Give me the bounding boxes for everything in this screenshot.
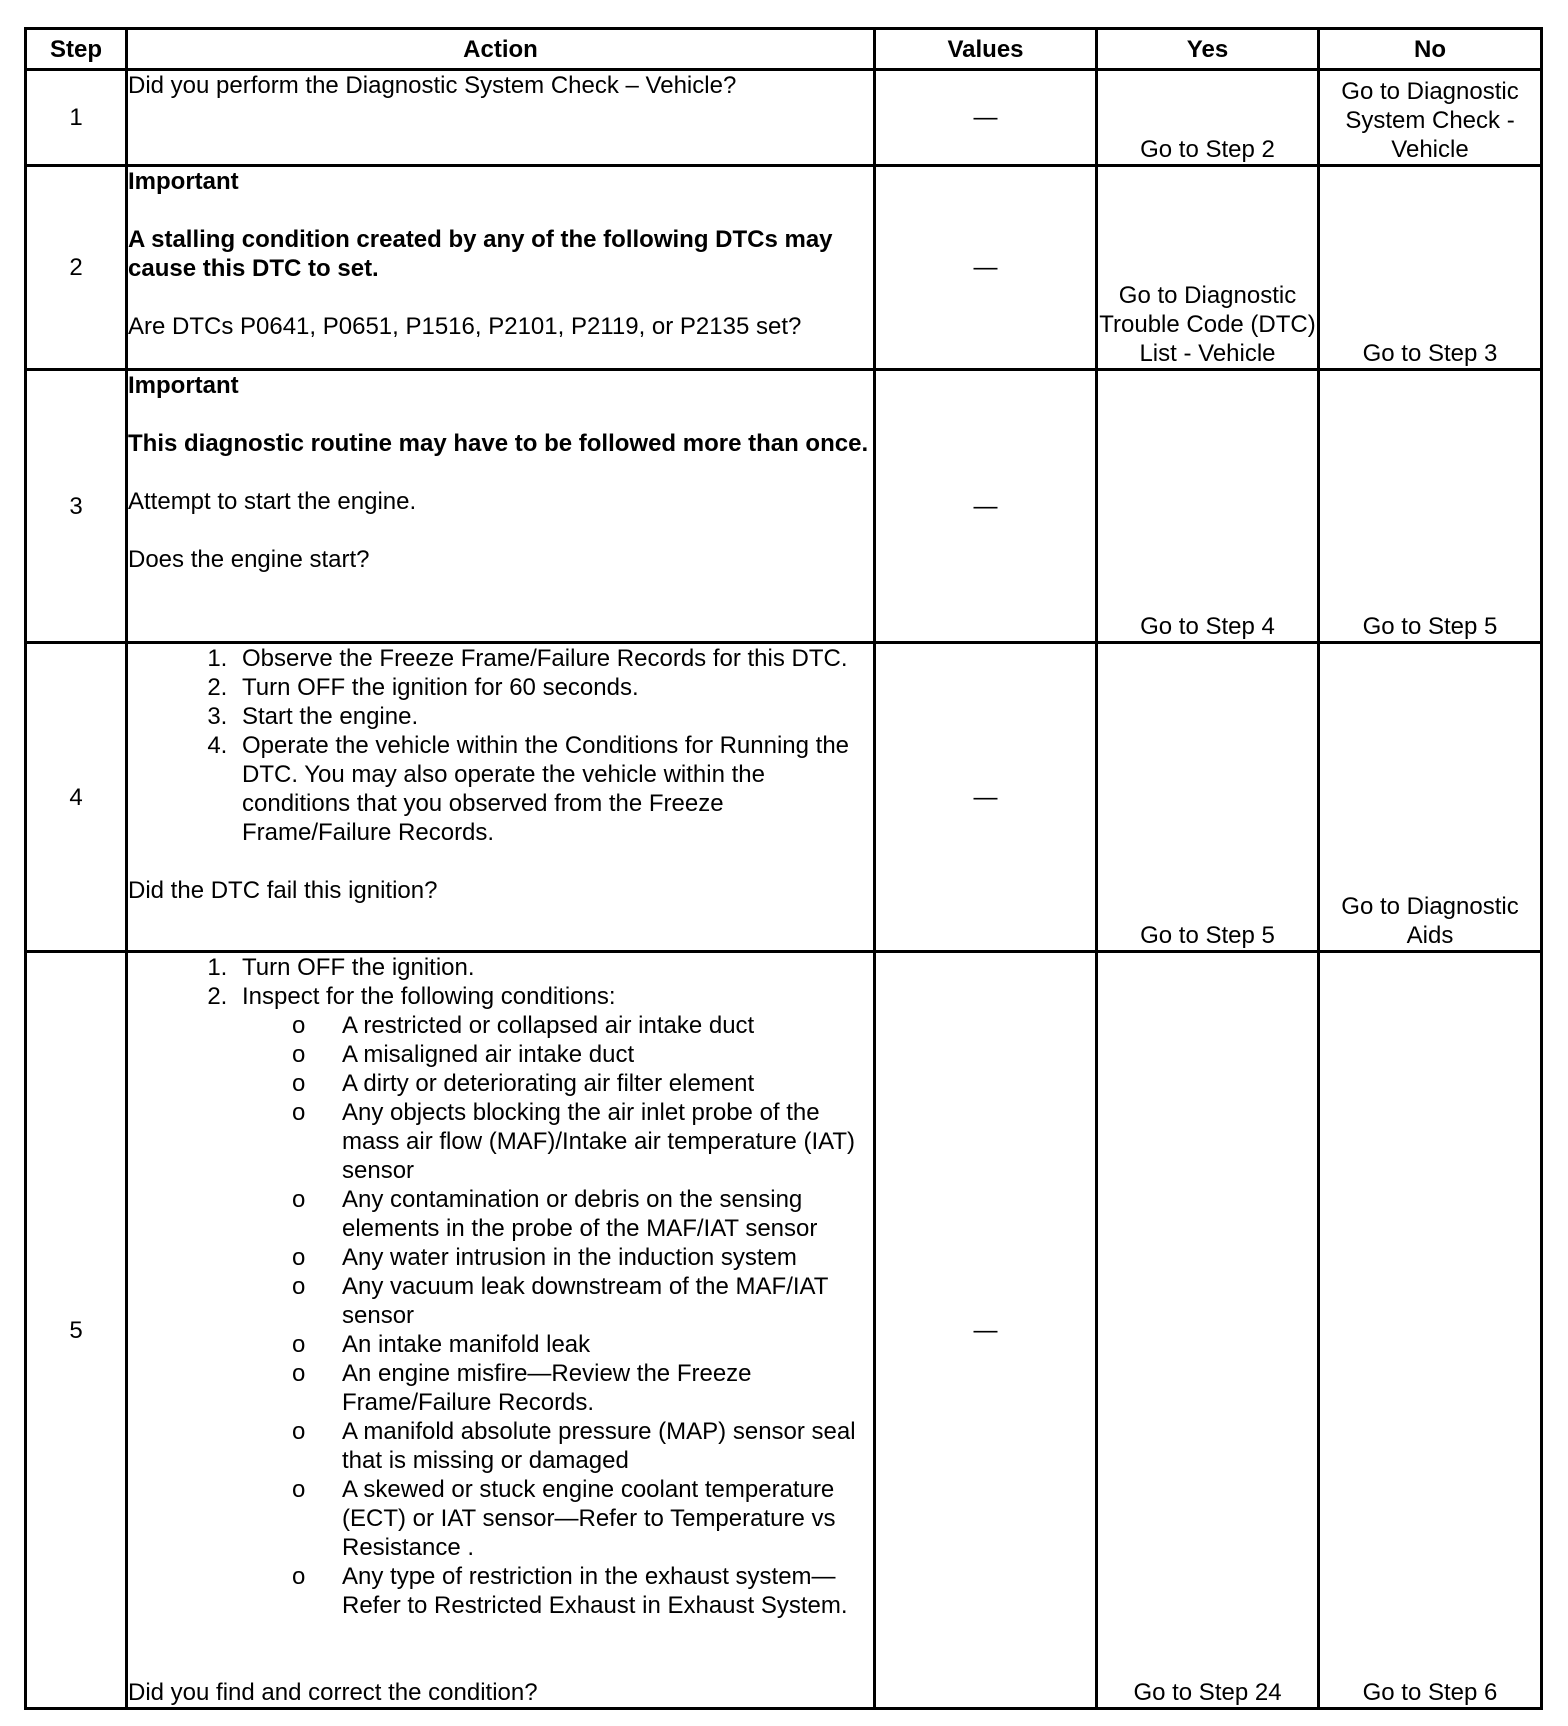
yes-cell: Go to Step 4 — [1097, 370, 1319, 643]
important-note: A stalling condition created by any of the following DTCs may cause this DTC to set. — [128, 226, 833, 282]
no-cell: Go to Step 5 — [1319, 370, 1542, 643]
condition-item: o Any type of restriction in the exhaust system—Refer to Restricted Exhaust in Exhaust System. — [342, 1562, 873, 1620]
action-instruction: Attempt to start the engine. — [128, 488, 417, 515]
yes-cell: Go to Step 2 — [1097, 70, 1319, 166]
table-row — [26, 70, 1542, 166]
list-item-text: Inspect for the following conditions: — [242, 983, 616, 1010]
yes-cell: Go to Step 5 — [1097, 643, 1319, 952]
header-values: Values — [875, 29, 1097, 70]
no-cell: Go to Diagnostic Aids — [1319, 643, 1542, 952]
no-cell: Go to Step 6 — [1319, 952, 1542, 1709]
important-label: Important — [128, 168, 239, 195]
table-row — [26, 370, 1542, 643]
condition-item: o A misaligned air intake duct — [342, 1040, 873, 1069]
conditions-list — [242, 1011, 873, 1620]
list-item: 1. Turn OFF the ignition. — [234, 953, 873, 982]
yes-cell: Go to Step 24 — [1097, 952, 1319, 1709]
action-question: Are DTCs P0641, P0651, P1516, P2101, P2119, or P2135 set? — [128, 313, 802, 340]
no-cell: Go to Diagnostic System Check - Vehicle — [1319, 70, 1542, 166]
numbered-steps — [128, 644, 873, 847]
list-item: 1. Observe the Freeze Frame/Failure Records for this DTC. — [234, 644, 873, 673]
step-number: 4 — [26, 643, 127, 952]
condition-item: o An engine misfire—Review the Freeze Frame/Failure Records. — [342, 1359, 873, 1417]
action-cell — [127, 643, 875, 952]
important-label: Important — [128, 372, 239, 399]
diagnostic-table — [24, 27, 1543, 1710]
values-cell: — — [875, 952, 1097, 1709]
numbered-steps — [128, 953, 873, 1620]
condition-item: o A manifold absolute pressure (MAP) sensor seal that is missing or damaged — [342, 1417, 873, 1475]
action-cell — [127, 370, 875, 643]
header-no: No — [1319, 29, 1542, 70]
list-item — [234, 982, 873, 1620]
action-cell — [127, 70, 875, 166]
step-number: 1 — [26, 70, 127, 166]
action-cell — [127, 166, 875, 370]
table-row — [26, 643, 1542, 952]
condition-item: o A skewed or stuck engine coolant temperature (ECT) or IAT sensor—Refer to Temperature vs Resistance . — [342, 1475, 873, 1562]
yes-cell: Go to Diagnostic Trouble Code (DTC) List - Vehicle — [1097, 166, 1319, 370]
action-question: Did you find and correct the condition? — [128, 1679, 538, 1706]
no-cell: Go to Step 3 — [1319, 166, 1542, 370]
table-row — [26, 952, 1542, 1709]
condition-item: o Any water intrusion in the induction system — [342, 1243, 873, 1272]
values-cell: — — [875, 166, 1097, 370]
condition-item: o Any contamination or debris on the sensing elements in the probe of the MAF/IAT sensor — [342, 1185, 873, 1243]
condition-item: o An intake manifold leak — [342, 1330, 873, 1359]
values-cell: — — [875, 643, 1097, 952]
action-question: Did you perform the Diagnostic System Check – Vehicle? — [128, 72, 737, 99]
values-cell: — — [875, 70, 1097, 166]
list-item: 4. Operate the vehicle within the Conditions for Running the DTC. You may also operate the vehicle within the conditions that you observed from the Freeze Frame/Failure Records. — [234, 731, 873, 847]
step-number: 2 — [26, 166, 127, 370]
header-step: Step — [26, 29, 127, 70]
important-note: This diagnostic routine may have to be followed more than once. — [128, 430, 869, 457]
list-item: 2. Turn OFF the ignition for 60 seconds. — [234, 673, 873, 702]
table-header-row — [26, 29, 1542, 70]
condition-item: o A restricted or collapsed air intake duct — [342, 1011, 873, 1040]
list-item: 3. Start the engine. — [234, 702, 873, 731]
condition-item: o A dirty or deteriorating air filter element — [342, 1069, 873, 1098]
values-cell: — — [875, 370, 1097, 643]
condition-item: o Any objects blocking the air inlet probe of the mass air flow (MAF)/Intake air temperature (IAT) sensor — [342, 1098, 873, 1185]
action-cell — [127, 952, 875, 1709]
condition-item: o Any vacuum leak downstream of the MAF/IAT sensor — [342, 1272, 873, 1330]
header-action: Action — [127, 29, 875, 70]
step-number: 3 — [26, 370, 127, 643]
header-yes: Yes — [1097, 29, 1319, 70]
action-question: Did the DTC fail this ignition? — [128, 877, 438, 904]
action-question: Does the engine start? — [128, 546, 370, 573]
table-row — [26, 166, 1542, 370]
step-number: 5 — [26, 952, 127, 1709]
